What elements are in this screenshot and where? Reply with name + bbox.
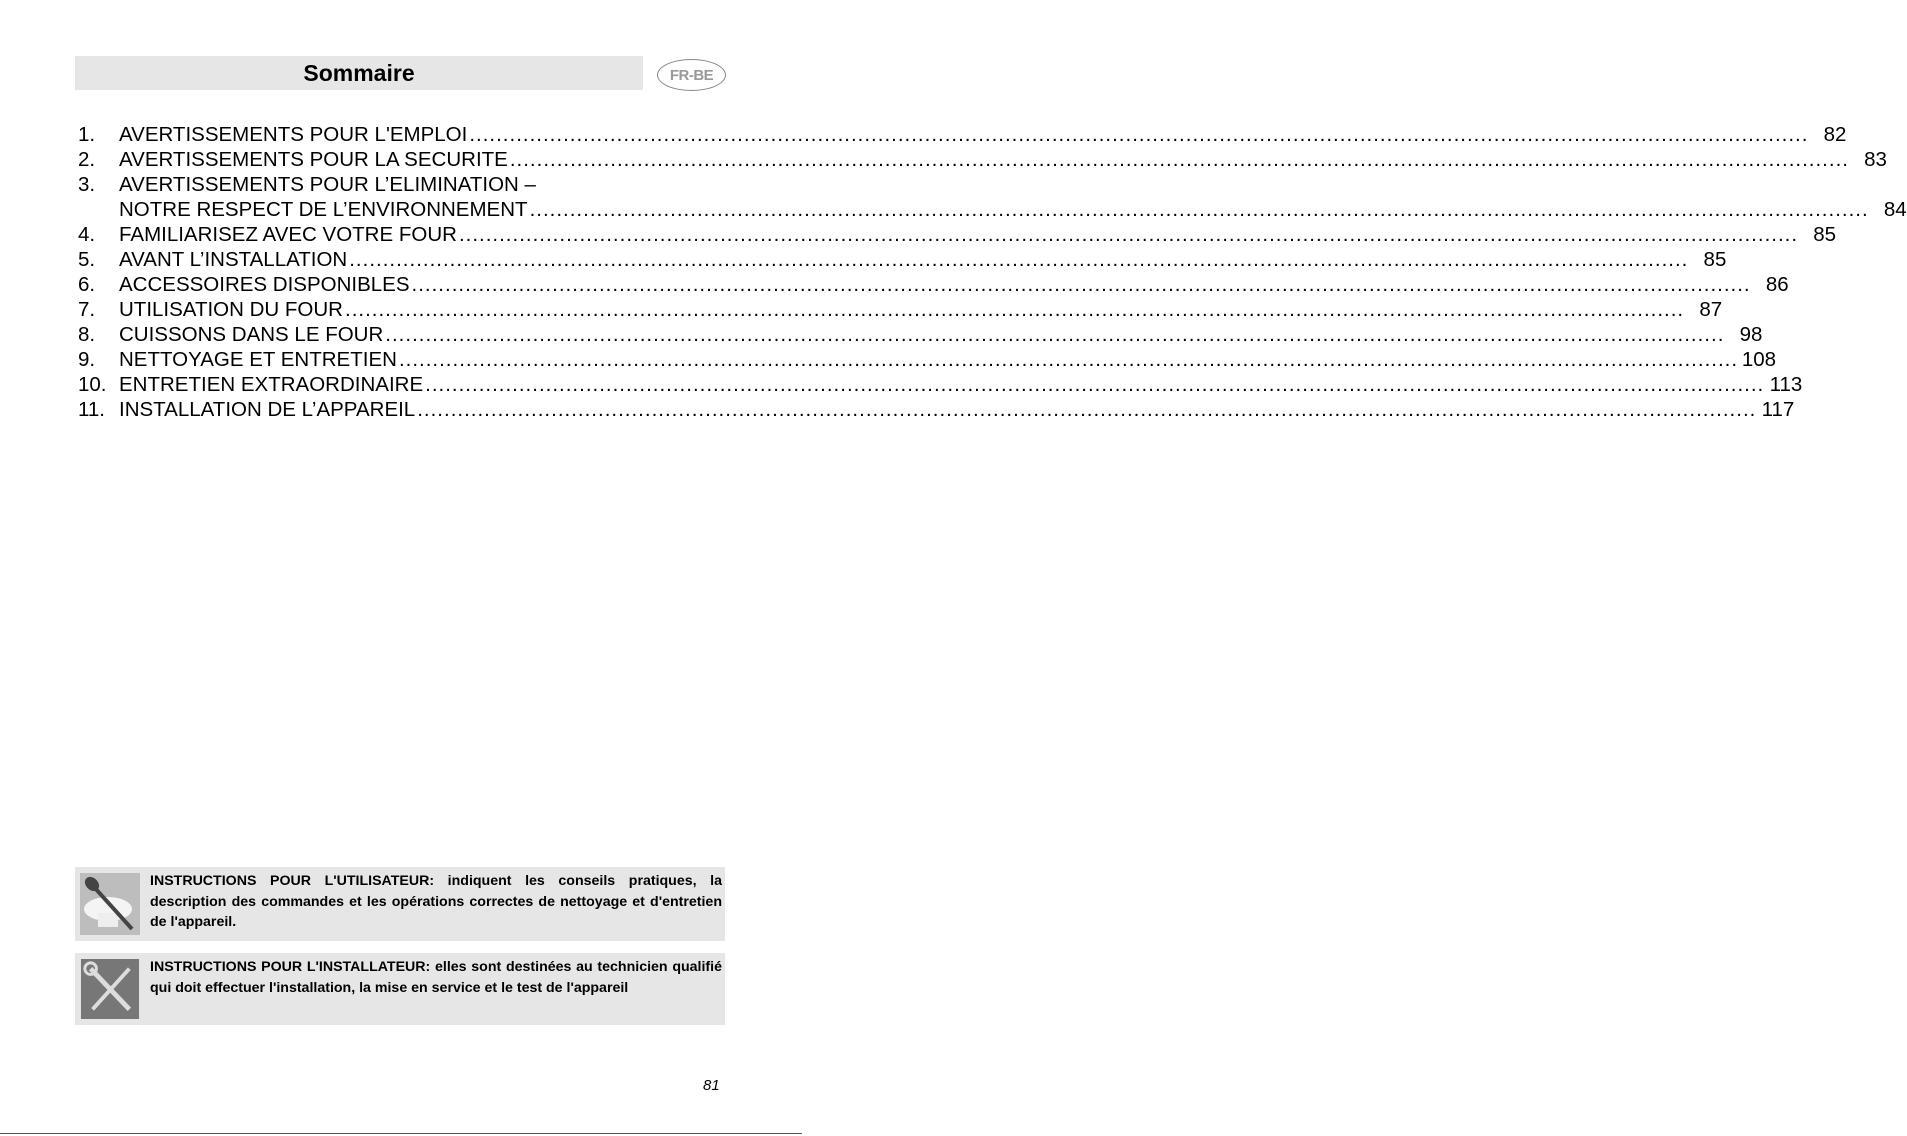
user-instructions-text: INSTRUCTIONS POUR L'UTILISATEUR: indiquent les conseils pratiques, la description des commandes et les opérations correctes de nettoyage et d'entretien de l'appareil. [150,873,722,930]
toc-title: INSTALLATION DE L’APPAREIL [119,398,416,421]
header-bar [75,56,643,90]
toc-page: 84 [1883,198,1907,221]
toc-page: 117 [1761,398,1795,421]
user-instructions-note [75,867,725,941]
bottom-rule [0,1133,802,1134]
toc-number: 6. [78,273,96,296]
toc-number: 7. [78,298,96,321]
toc-number: 5. [78,248,96,271]
toc-entry[interactable] [78,397,1795,422]
toc-page: 86 [1765,273,1789,296]
toc-number: 9. [78,348,96,371]
page-title: Sommaire [303,59,415,86]
toc-entry[interactable] [78,297,1723,322]
dot-leader: ........................................................................................................................................................................................................ [425,373,1765,396]
dot-leader: ........................................................................................................................................................................................................ [509,148,1849,171]
toc-page: 87 [1699,298,1723,321]
toc-title: UTILISATION DU FOUR [119,298,343,321]
toc-page: 108 [1741,348,1777,371]
toc-number: 1. [78,123,96,146]
dot-leader: ........................................................................................................................................................................................................ [385,323,1725,346]
toc-number: 10. [78,373,107,396]
toc-entry[interactable] [78,372,1803,397]
dot-leader: ........................................................................................................................................................................................................ [349,248,1689,271]
dot-leader: ........................................................................................................................................................................................................ [411,273,1751,296]
table-of-contents [78,122,1907,422]
toc-title: ACCESSOIRES DISPONIBLES [119,273,410,296]
toc-page: 82 [1823,123,1847,146]
toc-number: 11. [78,398,105,421]
toc-page: 85 [1813,223,1837,246]
toc-page: 85 [1703,248,1727,271]
language-badge: FR-BE [657,59,726,91]
toc-title: NETTOYAGE ET ENTRETIEN [119,348,397,371]
toc-entry[interactable] [78,347,1777,372]
toc-page: 113 [1769,373,1803,396]
wrench-screwdriver-icon [80,959,140,1019]
toc-number: 8. [78,323,96,346]
toc-entry[interactable] [78,322,1763,347]
toc-title: FAMILIARISEZ AVEC VOTRE FOUR [119,223,457,246]
toc-entry[interactable] [78,272,1789,297]
toc-title: ENTRETIEN EXTRAORDINAIRE [119,373,424,396]
installer-instructions-text: INSTRUCTIONS POUR L'INSTALLATEUR: elles sont destinées au technicien qualifié qui doit effectuer l'installation, la mise en service et le test de l'appareil [150,959,722,996]
toc-entry[interactable] [78,222,1837,247]
toc-page: 98 [1739,323,1763,346]
toc-entry[interactable] [78,197,1907,222]
dot-leader: ........................................................................................................................................................................................................ [529,198,1869,221]
toc-title: AVERTISSEMENTS POUR L'EMPLOI [119,123,468,146]
toc-title: AVERTISSEMENTS POUR L’ELIMINATION – [119,173,536,196]
chef-spoon-icon [80,873,140,935]
toc-title: NOTRE RESPECT DE L’ENVIRONNEMENT [119,198,528,221]
toc-title: AVANT L’INSTALLATION [119,248,348,271]
toc-number: 2. [78,148,96,171]
installer-instructions-note [75,953,725,1025]
toc-number: 4. [78,223,96,246]
dot-leader: ........................................................................................................................................................................................................ [458,223,1799,246]
toc-entry[interactable] [78,247,1727,272]
toc-title: CUISSONS DANS LE FOUR [119,323,384,346]
dot-leader: ........................................................................................................................................................................................................ [417,398,1757,421]
toc-title: AVERTISSEMENTS POUR LA SECURITE [119,148,508,171]
page-number: 81 [703,1077,720,1094]
toc-entry[interactable] [78,147,1887,172]
toc-page: 83 [1864,148,1887,171]
toc-entry[interactable] [78,172,725,197]
dot-leader: ........................................................................................................................................................................................................ [469,123,1809,146]
dot-leader: ........................................................................................................................................................................................................ [345,298,1685,321]
dot-leader: ........................................................................................................................................................................................................ [398,348,1739,371]
toc-entry[interactable] [78,122,1847,147]
toc-number: 3. [78,173,96,196]
